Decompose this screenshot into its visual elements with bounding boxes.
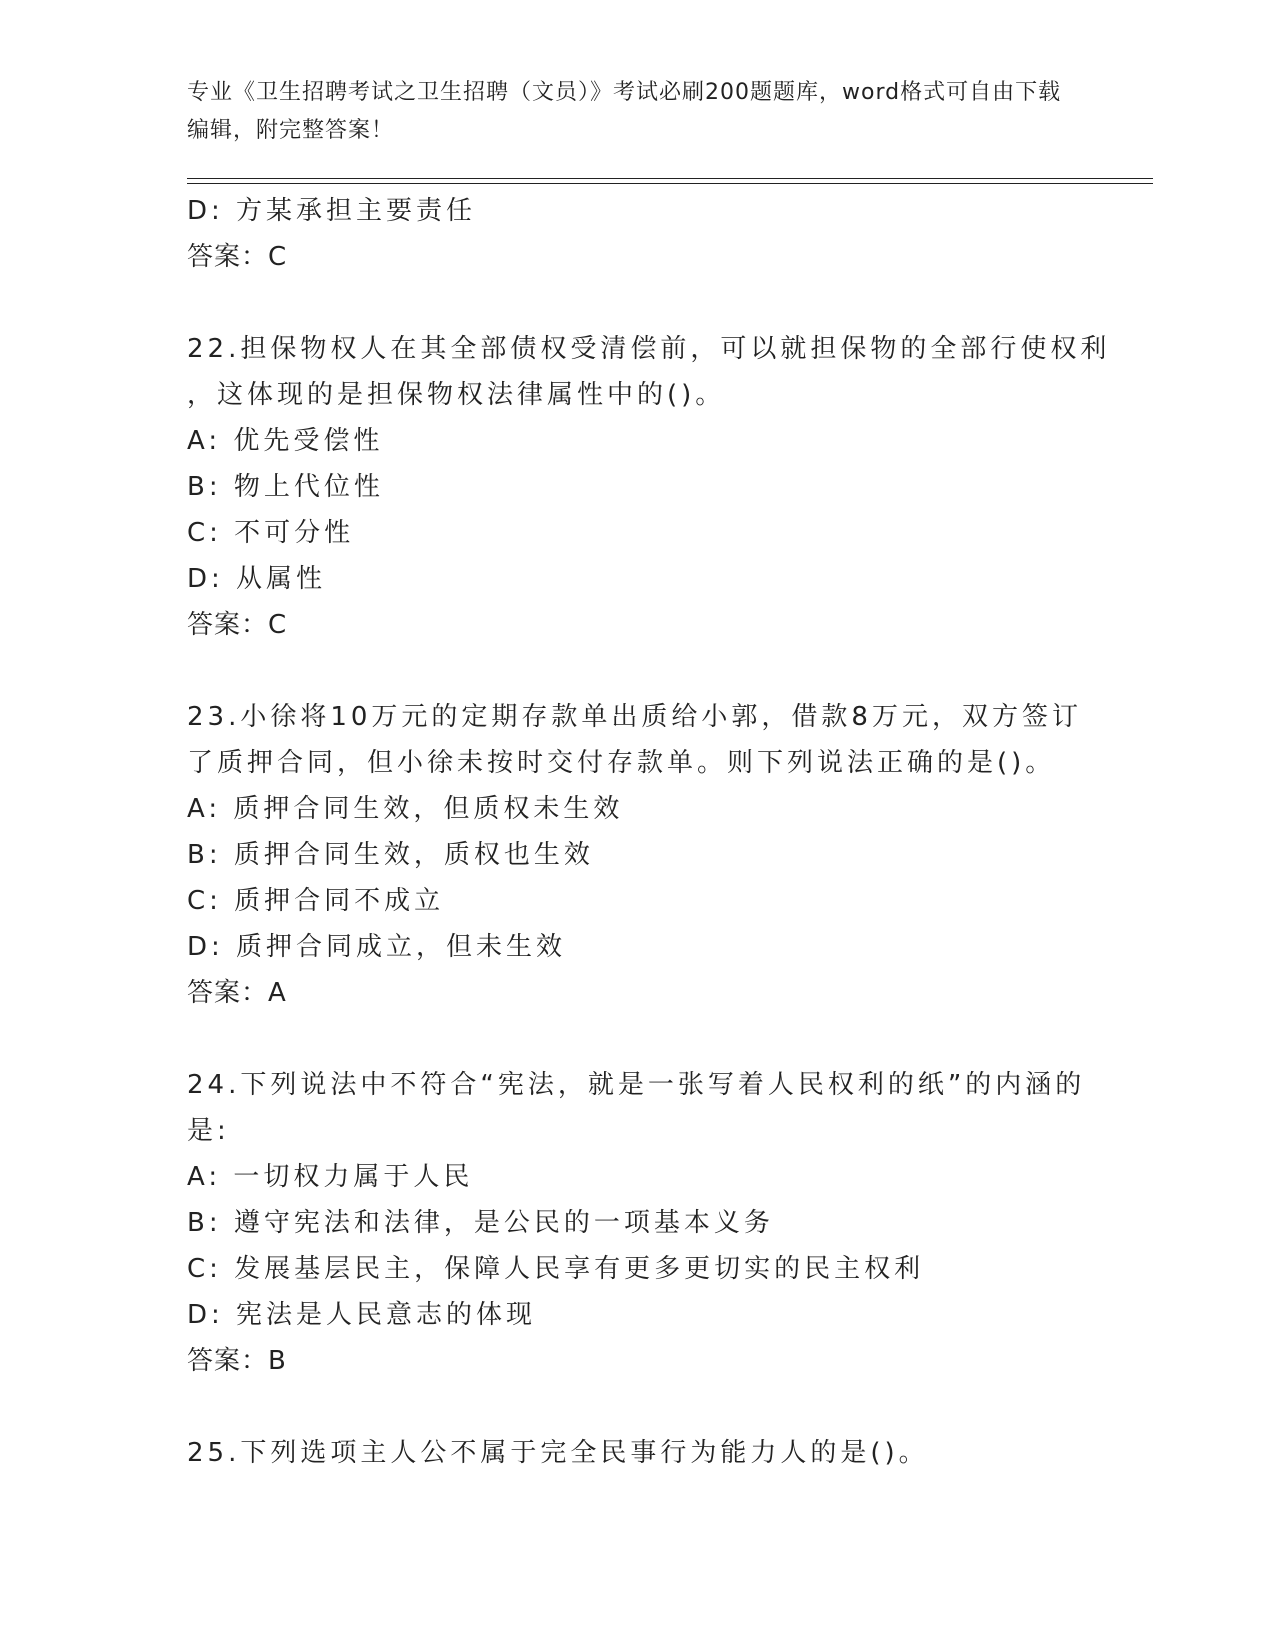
answer-line: 答案：C bbox=[187, 242, 288, 272]
question-25 bbox=[187, 1430, 1087, 1476]
spacer bbox=[187, 648, 1087, 694]
option-b: B: 遵守宪法和法律，是公民的一项基本义务 bbox=[187, 1208, 774, 1238]
question-stem-line: 22.担保物权人在其全部债权受清偿前，可以就担保物的全部行使权利 bbox=[187, 334, 1111, 364]
header-divider bbox=[187, 178, 1153, 179]
option-c: C: 发展基层民主，保障人民享有更多更切实的民主权利 bbox=[187, 1254, 925, 1284]
header-divider-second bbox=[187, 183, 1153, 184]
option-a: A: 质押合同生效，但质权未生效 bbox=[187, 794, 624, 824]
option-d: D: 质押合同成立，但未生效 bbox=[187, 932, 567, 962]
question-stem-line: 了质押合同，但小徐未按时交付存款单。则下列说法正确的是()。 bbox=[187, 748, 1056, 778]
option-a: A: 一切权力属于人民 bbox=[187, 1162, 474, 1192]
question-24 bbox=[187, 1062, 1087, 1384]
question-stem-line: 25.下列选项主人公不属于完全民事行为能力人的是()。 bbox=[187, 1438, 929, 1468]
document-body bbox=[187, 188, 1111, 1476]
question-stem-line: 24.下列说法中不符合“宪法，就是一张写着人民权利的纸”的内涵的 bbox=[187, 1070, 1086, 1100]
question-stem-line: 是: bbox=[187, 1116, 230, 1146]
option-d: D: 从属性 bbox=[187, 564, 327, 594]
option-a: A: 优先受偿性 bbox=[187, 426, 384, 456]
question-23 bbox=[187, 694, 1087, 1016]
option-c: C: 不可分性 bbox=[187, 518, 355, 548]
answer-line: 答案：A bbox=[187, 978, 287, 1008]
option-b: B: 质押合同生效，质权也生效 bbox=[187, 840, 594, 870]
answer-line: 答案：B bbox=[187, 1346, 287, 1376]
option-d: D: 宪法是人民意志的体现 bbox=[187, 1300, 537, 1330]
question-stem-line: 23.小徐将10万元的定期存款单出质给小郭，借款8万元，双方签订 bbox=[187, 702, 1082, 732]
spacer bbox=[187, 1384, 1087, 1430]
option-c: C: 质押合同不成立 bbox=[187, 886, 445, 916]
answer-line: 答案：C bbox=[187, 610, 288, 640]
question-22 bbox=[187, 326, 1111, 648]
question-stem-line: ，这体现的是担保物权法律属性中的()。 bbox=[187, 380, 726, 410]
spacer bbox=[187, 280, 1087, 326]
option-b: B: 物上代位性 bbox=[187, 472, 384, 502]
option-d: D: 方某承担主要责任 bbox=[187, 196, 477, 226]
document-header: 专业《卫生招聘考试之卫生招聘（文员）》考试必刷200题题库，word格式可自由下载编辑，附完整答案！ bbox=[187, 80, 1062, 143]
spacer bbox=[187, 1016, 1087, 1062]
